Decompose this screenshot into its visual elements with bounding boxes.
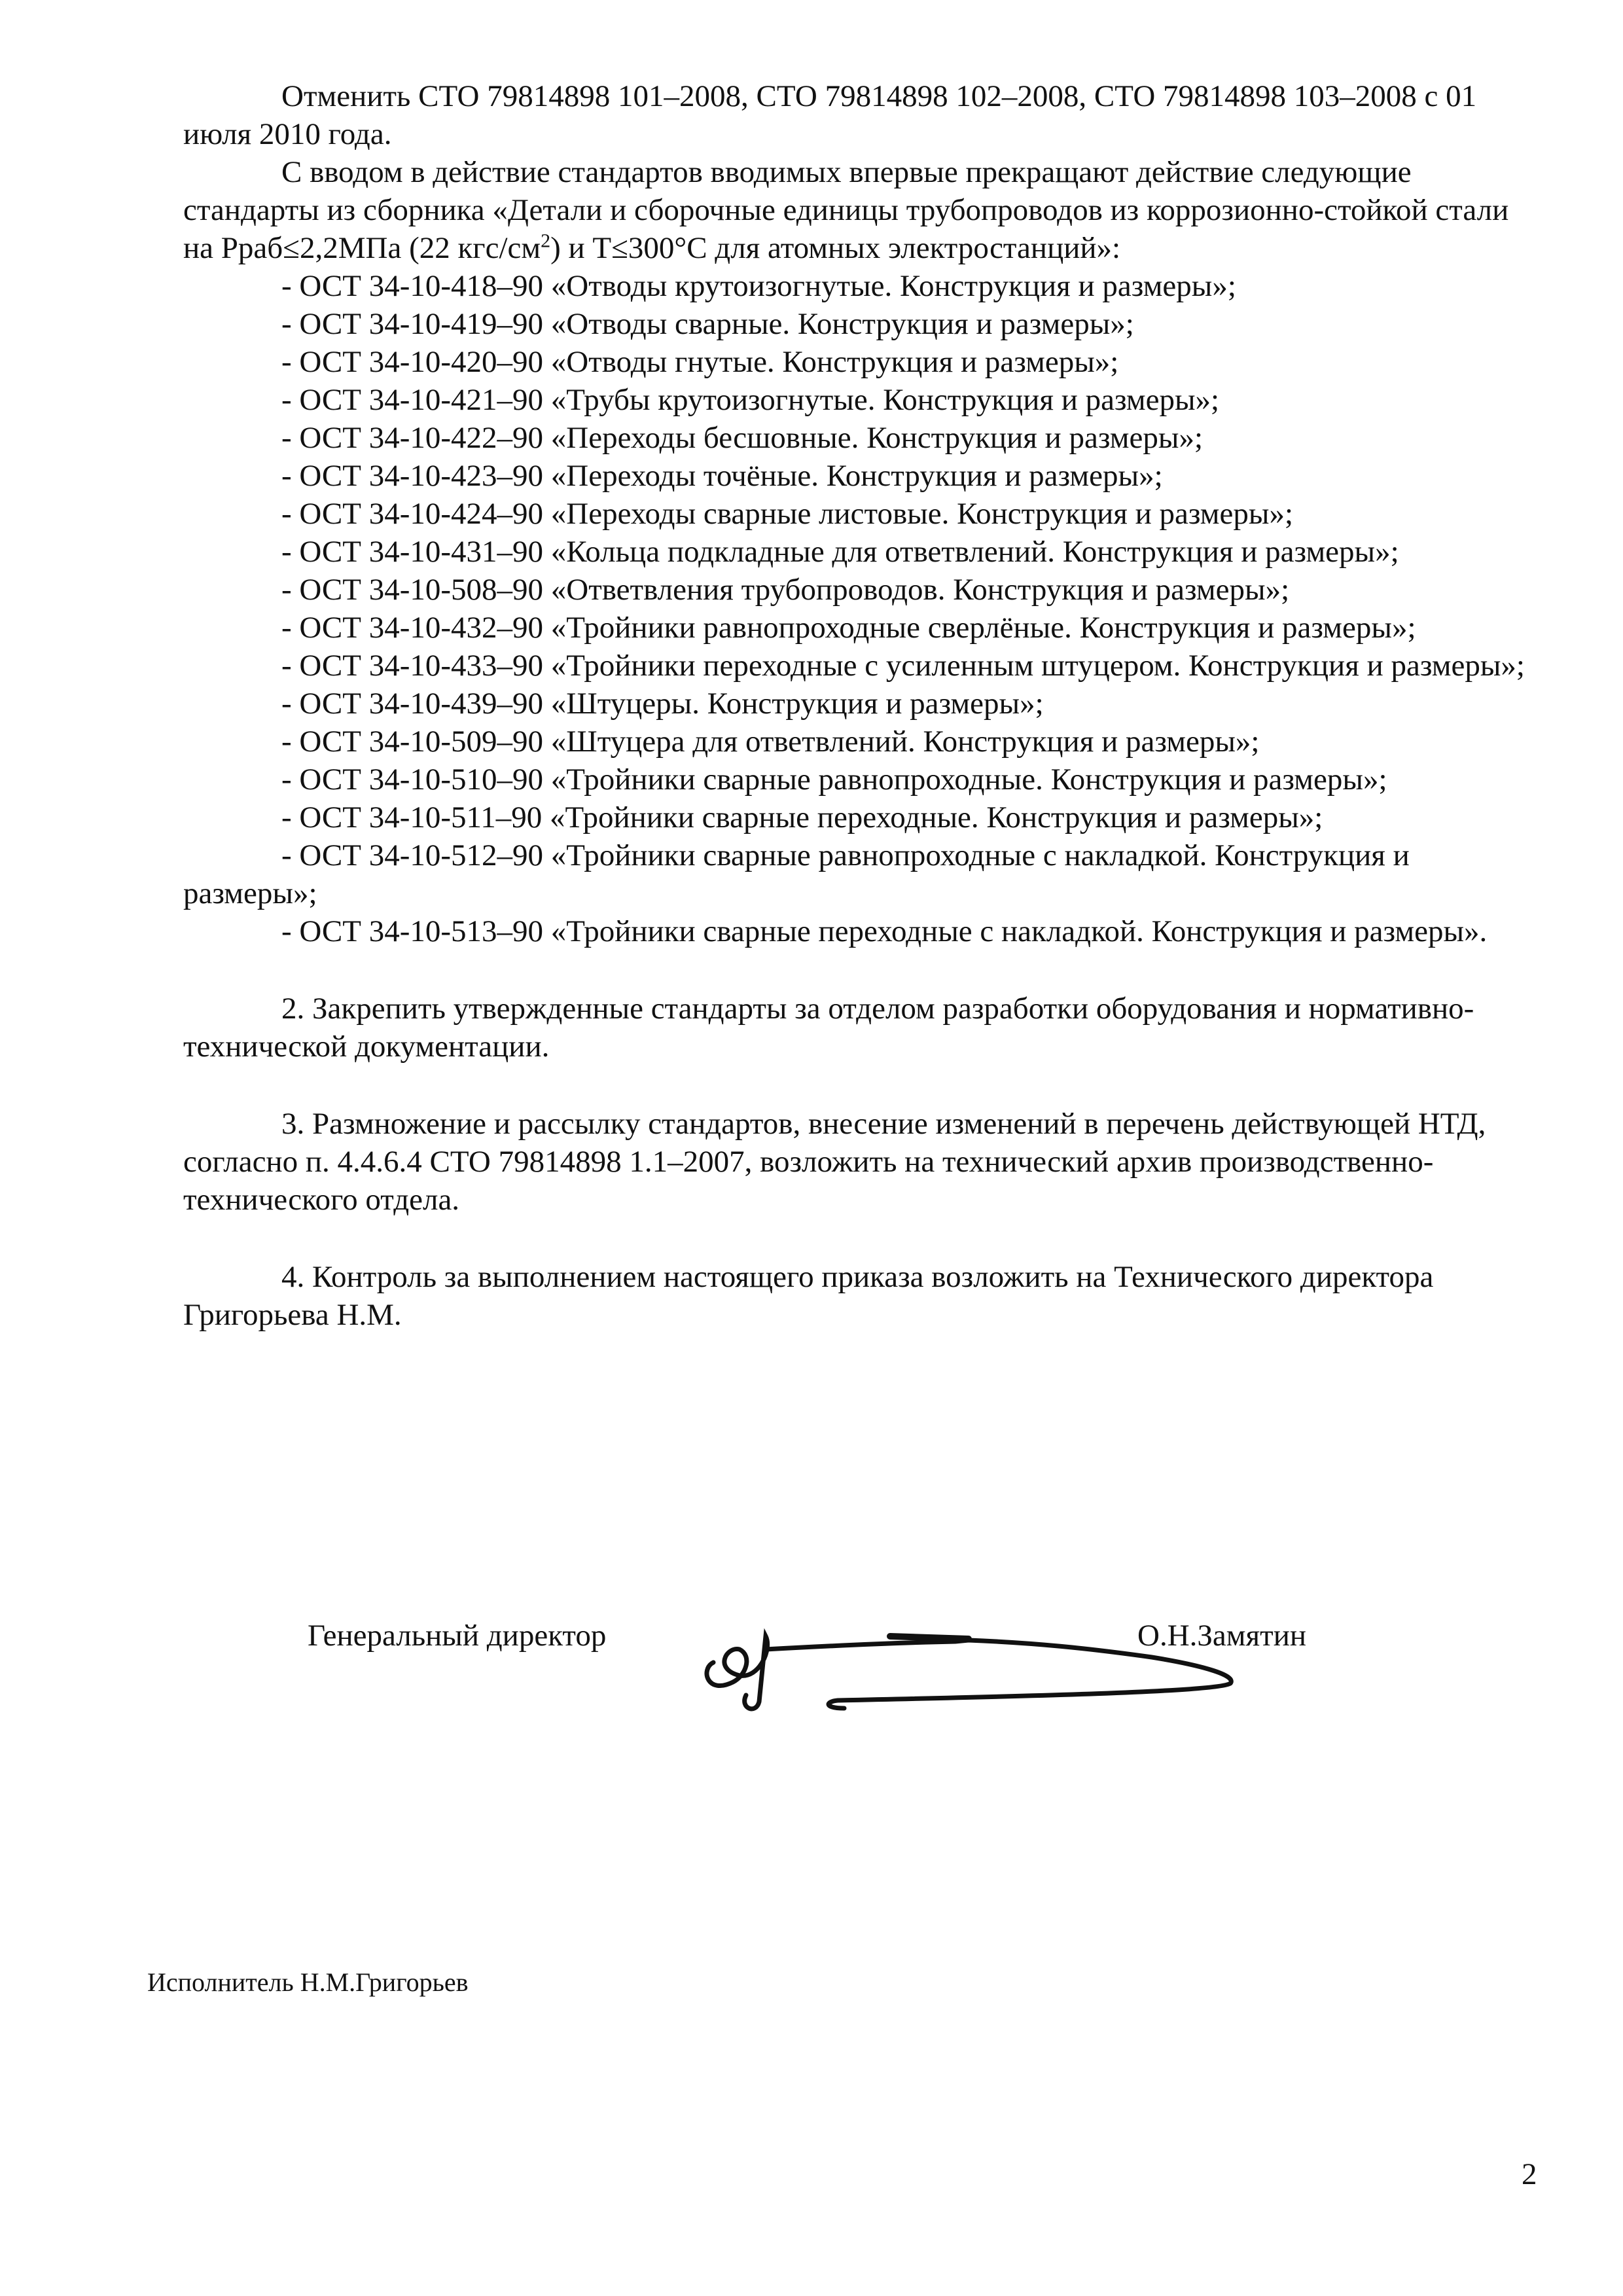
list-item <box>183 343 1544 381</box>
point-2: 2. Закрепить утвержденные стандарты за отделом разработки оборудования и нормативно-технической документации. <box>183 992 1474 1064</box>
list-item <box>183 571 1544 609</box>
standards-list <box>183 267 1544 950</box>
standard-title: «Ответвления трубопроводов. Конструкция и размеры»; <box>550 573 1290 607</box>
list-item <box>183 685 1544 723</box>
standard-code: - ОСТ 34-10-508–90 <box>281 573 544 607</box>
repeal-paragraph <box>183 153 1544 267</box>
list-item <box>183 723 1544 761</box>
standard-code: - ОСТ 34-10-511–90 <box>281 800 543 834</box>
body-text <box>183 77 1544 1334</box>
standard-code: - ОСТ 34-10-423–90 <box>281 459 544 493</box>
list-item <box>183 912 1544 950</box>
list-item <box>183 647 1544 685</box>
standard-code: - ОСТ 34-10-419–90 <box>281 307 544 341</box>
paragraph-gap <box>183 1066 1544 1105</box>
list-item <box>183 836 1544 912</box>
list-item <box>183 533 1544 571</box>
standard-code: - ОСТ 34-10-509–90 <box>281 725 544 759</box>
standard-title: «Отводы крутоизогнутые. Конструкция и размеры»; <box>550 269 1236 303</box>
standard-code: - ОСТ 34-10-422–90 <box>281 421 544 455</box>
point-3: 3. Размножение и рассылку стандартов, внесение изменений в перечень действующей НТД, согласно п. 4.4.6.4 СТО 79814898 1.1–2007, возложить на технический архив производственно-технического отдела. <box>183 1107 1486 1217</box>
standard-title: «Переходы сварные листовые. Конструкция и размеры»; <box>550 497 1294 531</box>
superscript: 2 <box>541 230 551 252</box>
standard-title: «Штуцеры. Конструкция и размеры»; <box>550 687 1044 721</box>
standard-title: «Кольца подкладные для ответвлений. Конструкция и размеры»; <box>550 535 1399 569</box>
repeal-text-start: С вводом в действие стандартов вводимых впервые прекращают действие следующие стандарты из сборника «Детали и сборочные единицы трубопроводов из коррозионно-стойкой стали на Рраб≤2,2МПа (22 кгс/см <box>183 155 1509 265</box>
standard-code: - ОСТ 34-10-512–90 <box>281 838 544 872</box>
list-item <box>183 267 1544 305</box>
standard-title: «Тройники сварные переходные. Конструкция и размеры»; <box>550 800 1323 834</box>
standard-code: - ОСТ 34-10-439–90 <box>281 687 544 721</box>
executor-line: Исполнитель Н.М.Григорьев <box>147 1967 469 1997</box>
list-item <box>183 305 1544 343</box>
standard-code: - ОСТ 34-10-432–90 <box>281 611 544 645</box>
list-item <box>183 457 1544 495</box>
standard-title: «Тройники сварные равнопроходные. Конструкция и размеры»; <box>550 762 1387 797</box>
standard-title: «Тройники равнопроходные сверлёные. Конструкция и размеры»; <box>550 611 1416 645</box>
standard-code: - ОСТ 34-10-424–90 <box>281 497 544 531</box>
list-item <box>183 798 1544 836</box>
signer-name: О.Н.Замятин <box>1137 1619 1306 1653</box>
page-number: 2 <box>1522 2157 1537 2191</box>
point-4: 4. Контроль за выполнением настоящего приказа возложить на Технического директора Григорьева Н.М. <box>183 1260 1434 1332</box>
standard-code: - ОСТ 34-10-431–90 <box>281 535 544 569</box>
standard-title: «Тройники сварные равнопроходные с накладкой. Конструкция и размеры»; <box>183 838 1410 910</box>
standard-title: «Тройники переходные с усиленным штуцером. Конструкция и размеры»; <box>550 649 1525 683</box>
standard-title: «Отводы сварные. Конструкция и размеры»; <box>550 307 1134 341</box>
standard-title: «Переходы бесшовные. Конструкция и размеры»; <box>550 421 1204 455</box>
standard-code: - ОСТ 34-10-421–90 <box>281 383 544 417</box>
standard-title: «Штуцера для ответвлений. Конструкция и размеры»; <box>550 725 1260 759</box>
standard-code: - ОСТ 34-10-513–90 <box>281 914 544 948</box>
paragraph-gap <box>183 1219 1544 1258</box>
standard-title: «Отводы гнутые. Конструкция и размеры»; <box>550 345 1119 379</box>
repeal-text-end: ) и Т≤300°С для атомных электростанций»: <box>550 231 1121 265</box>
list-item <box>183 495 1544 533</box>
signer-position: Генеральный директор <box>308 1619 607 1653</box>
standard-title: «Трубы крутоизогнутые. Конструкция и размеры»; <box>550 383 1220 417</box>
signature-block <box>0 1610 1623 1767</box>
cancel-paragraph: Отменить СТО 79814898 101–2008, СТО 79814898 102–2008, СТО 79814898 103–2008 с 01 июля 2010 года. <box>183 79 1477 151</box>
list-item <box>183 381 1544 419</box>
list-item <box>183 761 1544 798</box>
list-item <box>183 419 1544 457</box>
standard-title: «Тройники сварные переходные с накладкой. Конструкция и размеры». <box>550 914 1488 948</box>
paragraph-gap <box>183 950 1544 990</box>
standard-code: - ОСТ 34-10-510–90 <box>281 762 544 797</box>
standard-code: - ОСТ 34-10-420–90 <box>281 345 544 379</box>
standard-code: - ОСТ 34-10-433–90 <box>281 649 544 683</box>
standard-code: - ОСТ 34-10-418–90 <box>281 269 544 303</box>
list-item <box>183 609 1544 647</box>
standard-title: «Переходы точёные. Конструкция и размеры»; <box>550 459 1163 493</box>
